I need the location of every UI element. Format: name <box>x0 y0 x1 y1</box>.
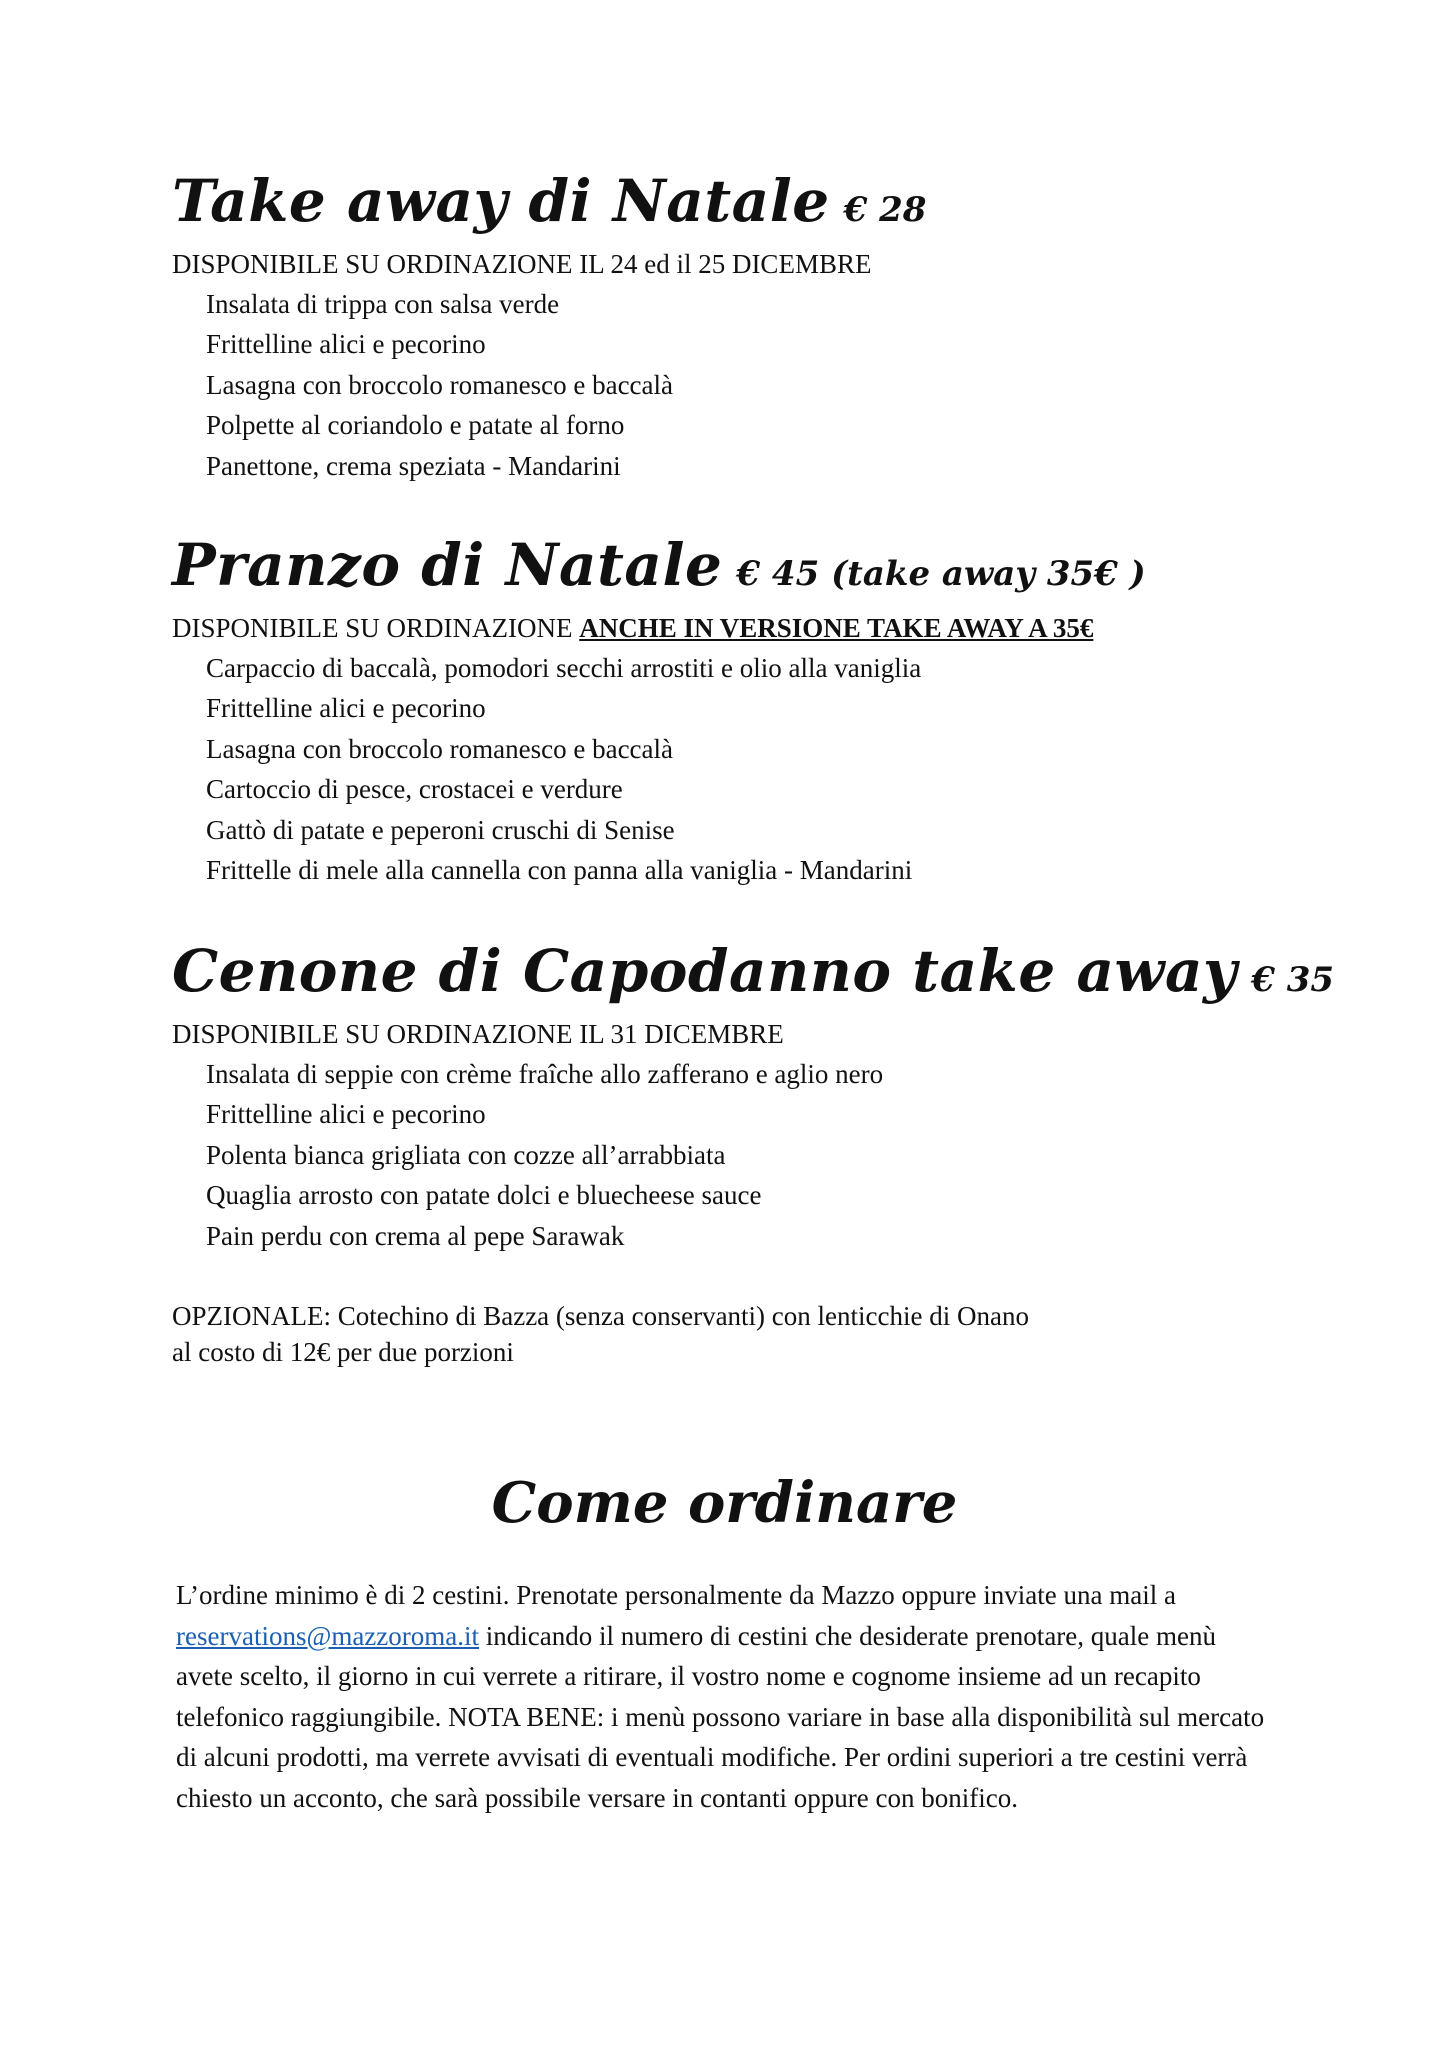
menu-price: € 28 <box>843 190 927 230</box>
availability-note <box>172 608 1292 648</box>
menu-price: € 35 <box>1251 960 1335 1000</box>
dish-item: Quaglia arrosto con patate dolci e bluecheese sauce <box>206 1180 762 1211</box>
dish-list <box>172 284 1292 486</box>
dish-item: Frittelle di mele alla cannella con panna alla vaniglia - Mandarini <box>206 855 913 886</box>
menu-price: € 45 (take away 35€ ) <box>736 554 1146 594</box>
order-text-after: indicando il numero di cestini che desiderate prenotare, quale menù avete scelto, il giorno in cui verrete a ritirare, il vostro nome e cognome insieme ad un recapito telefonico raggiungibile. NOTA BENE: i menù possono variare in base alla disponibilità sul mercato di alcuni prodotti, ma verrete avvisati di eventuali modifiche. Per ordini superiori a tre cestini verrà chiesto un acconto, che sarà possibile versare in contanti oppure con bonifico. <box>176 1620 1265 1813</box>
dish-item: Frittelline alici e pecorino <box>206 1099 486 1130</box>
dish-item: Frittelline alici e pecorino <box>206 329 486 360</box>
dish-list <box>172 648 1292 890</box>
dish-item: Lasagna con broccolo romanesco e baccalà <box>206 733 674 764</box>
how-to-order-text <box>176 1575 1276 1819</box>
availability-text: DISPONIBILE SU ORDINAZIONE IL 24 ed il 25 DICEMBRE <box>172 249 872 279</box>
dish-item: Polpette al coriandolo e patate al forno <box>206 410 625 441</box>
availability-note <box>172 1014 1292 1054</box>
order-text-before: L’ordine minimo è di 2 cestini. Prenotate personalmente da Mazzo oppure inviate una mail a <box>176 1580 1176 1610</box>
menu-take-away-natale <box>172 167 1292 486</box>
menu-name: Take away di Natale <box>172 167 830 235</box>
menu-title <box>172 531 1292 599</box>
optional-line: OPZIONALE: Cotechino di Bazza (senza conservanti) con lenticchie di Onano <box>172 1301 1029 1331</box>
menu-name: Cenone di Capodanno take away <box>172 937 1238 1005</box>
dish-item: Pain perdu con crema al pepe Sarawak <box>206 1220 625 1251</box>
menu-cenone-capodanno <box>172 937 1335 1256</box>
dish-item: Panettone, crema speziata - Mandarini <box>206 450 621 481</box>
menu-title <box>172 167 1292 235</box>
take-away-highlight: ANCHE IN VERSIONE TAKE AWAY A 35€ <box>579 613 1094 643</box>
availability-text: DISPONIBILE SU ORDINAZIONE <box>172 613 573 643</box>
optional-line: al costo di 12€ per due porzioni <box>172 1337 514 1367</box>
dish-item: Insalata di seppie con crème fraîche allo zafferano e aglio nero <box>206 1059 884 1089</box>
menu-name: Pranzo di Natale <box>172 531 723 599</box>
dish-item: Cartoccio di pesce, crostacei e verdure <box>206 774 623 805</box>
how-to-order-title: Come ordinare <box>491 1470 958 1536</box>
dish-item: Polenta bianca grigliata con cozze all’arrabbiata <box>206 1139 726 1170</box>
dish-list <box>172 1054 1292 1256</box>
menu-title <box>172 937 1335 1005</box>
reservations-email-link[interactable]: reservations@mazzoroma.it <box>176 1620 479 1651</box>
availability-text: DISPONIBILE SU ORDINAZIONE IL 31 DICEMBRE <box>172 1019 784 1049</box>
dish-item: Gattò di patate e peperoni cruschi di Senise <box>206 814 675 845</box>
availability-note <box>172 244 1292 284</box>
dish-item: Lasagna con broccolo romanesco e baccalà <box>206 369 674 400</box>
optional-note <box>172 1298 1272 1370</box>
dish-item: Frittelline alici e pecorino <box>206 693 486 724</box>
menu-pranzo-natale <box>172 531 1292 890</box>
dish-item: Insalata di trippa con salsa verde <box>206 289 560 319</box>
dish-item: Carpaccio di baccalà, pomodori secchi arrostiti e olio alla vaniglia <box>206 653 922 683</box>
